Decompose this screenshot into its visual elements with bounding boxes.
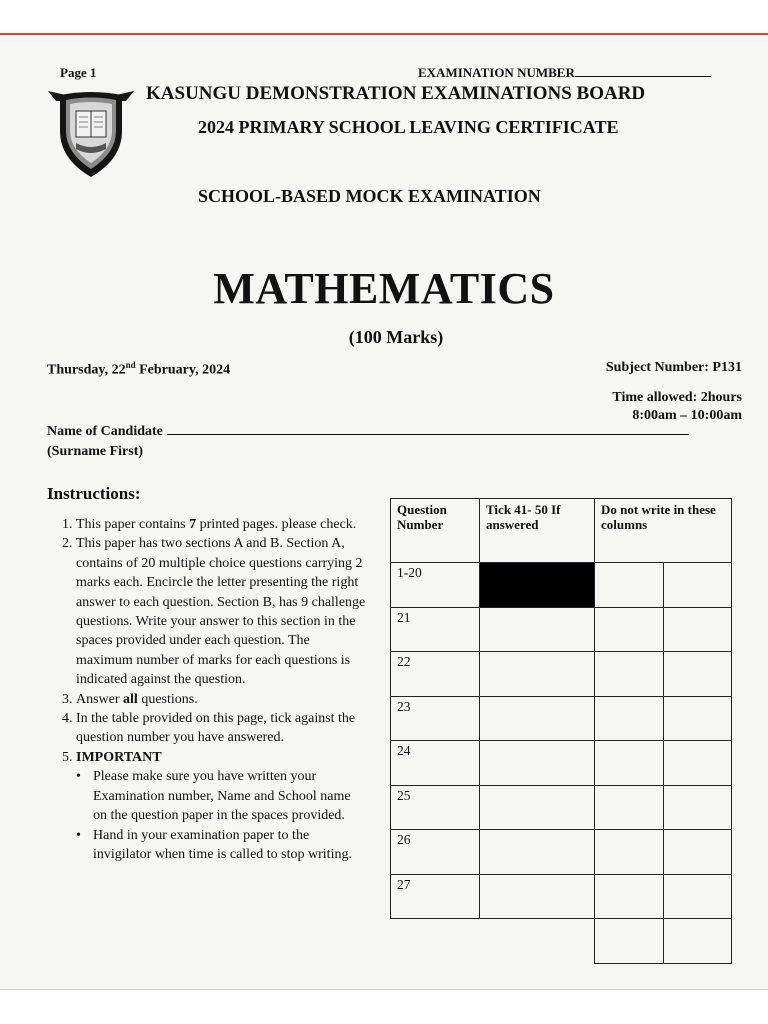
instruction-item: 3. Answer all questions.: [76, 690, 367, 709]
table-row: [391, 652, 732, 697]
instruction-item: 2. This paper has two sections A and B. Section A, contains of 20 multiple choice questions carrying 2 marks each. Encircle the letter presenting the right answer to each question. Section B, has 9 challenge questions. Write your answer to this section in the spaces provided under each question. The maximum number of marks for each questions is indicated against the question.: [76, 534, 367, 689]
instruction-bullet: • Please make sure you have written your Examination number, Name and School name on the question paper in the spaces provided.: [93, 767, 367, 825]
time-range: 8:00am – 10:00am: [632, 408, 742, 423]
marker-cell: [595, 563, 664, 608]
table-row: [391, 563, 732, 608]
time-allowed: Time allowed: 2hours: [612, 390, 742, 405]
tick-cell[interactable]: [480, 607, 595, 652]
candidate-name-field: [47, 424, 689, 440]
tick-cell[interactable]: [480, 652, 595, 697]
board-crest-logo: [46, 87, 136, 179]
exam-number-label: EXAMINATION NUMBER: [418, 65, 575, 80]
marker-cell: [664, 874, 732, 919]
exam-date: Thursday, 22nd February, 2024: [47, 360, 231, 378]
marker-cell: [595, 696, 664, 741]
marker-cell: [664, 741, 732, 786]
marker-cell: [595, 785, 664, 830]
instruction-item: 5. IMPORTANT • Please make sure you have written your Examination number, Name and School name on the question paper in the spaces provided. • Hand in your examination paper to the invigilator when time is called to stop writing.: [76, 748, 367, 864]
page-number: Page 1: [60, 65, 97, 80]
question-number: 24: [391, 741, 480, 786]
table-row: [391, 741, 732, 786]
exam-number-line[interactable]: [575, 66, 711, 77]
exam-number-field: [418, 65, 711, 81]
question-number: 23: [391, 696, 480, 741]
marker-cell: [664, 696, 732, 741]
table-row: [391, 785, 732, 830]
tick-cell[interactable]: [480, 830, 595, 875]
instruction-bullet: • Hand in your examination paper to the invigilator when time is called to stop writing.: [93, 826, 367, 865]
question-tick-table: [390, 498, 732, 964]
candidate-name-line[interactable]: [167, 424, 689, 435]
header-tick: Tick 41- 50 If answered: [480, 499, 595, 563]
exam-type: SCHOOL-BASED MOCK EXAMINATION: [198, 186, 541, 206]
marker-cell: [595, 830, 664, 875]
tick-cell[interactable]: [480, 696, 595, 741]
total-marks: (100 Marks): [348, 327, 444, 347]
marker-cell: [664, 563, 732, 608]
marker-cell: [664, 785, 732, 830]
marker-cell: [664, 830, 732, 875]
total-cell: [595, 919, 664, 964]
table-header-row: [391, 499, 732, 563]
question-number: 25: [391, 785, 480, 830]
instructions-heading: Instructions:: [47, 484, 141, 503]
instruction-item: 1. This paper contains 7 printed pages. please check.: [76, 515, 367, 534]
instruction-item: 4. In the table provided on this page, tick against the question number you have answered.: [76, 709, 367, 748]
certificate-title: 2024 PRIMARY SCHOOL LEAVING CERTIFICATE: [198, 117, 619, 137]
exam-paper: [0, 33, 768, 990]
instructions-list: [47, 515, 367, 864]
total-cell: [664, 919, 732, 964]
question-number: 21: [391, 607, 480, 652]
table-total-row: [391, 919, 732, 964]
marker-cell: [664, 607, 732, 652]
header-do-not-write: Do not write in these columns: [595, 499, 732, 563]
surname-note: (Surname First): [47, 444, 144, 459]
table-row: [391, 696, 732, 741]
question-number: 26: [391, 830, 480, 875]
tick-cell[interactable]: [480, 874, 595, 919]
question-number: 22: [391, 652, 480, 697]
marker-cell: [595, 607, 664, 652]
marker-cell: [595, 652, 664, 697]
tick-cell[interactable]: [480, 741, 595, 786]
marker-cell: [595, 741, 664, 786]
header-question-number: Question Number: [391, 499, 480, 563]
question-number: 27: [391, 874, 480, 919]
candidate-name-label: Name of Candidate: [47, 424, 163, 439]
tick-cell-blocked: [480, 563, 595, 608]
tick-cell[interactable]: [480, 785, 595, 830]
subject-number: Subject Number: P131: [605, 360, 742, 375]
board-name: KASUNGU DEMONSTRATION EXAMINATIONS BOARD: [146, 83, 646, 104]
table-row: [391, 874, 732, 919]
question-number: 1-20: [391, 563, 480, 608]
marker-cell: [595, 874, 664, 919]
marker-cell: [664, 652, 732, 697]
table-row: [391, 607, 732, 652]
subject-title: MATHEMATICS: [213, 264, 555, 313]
table-row: [391, 830, 732, 875]
